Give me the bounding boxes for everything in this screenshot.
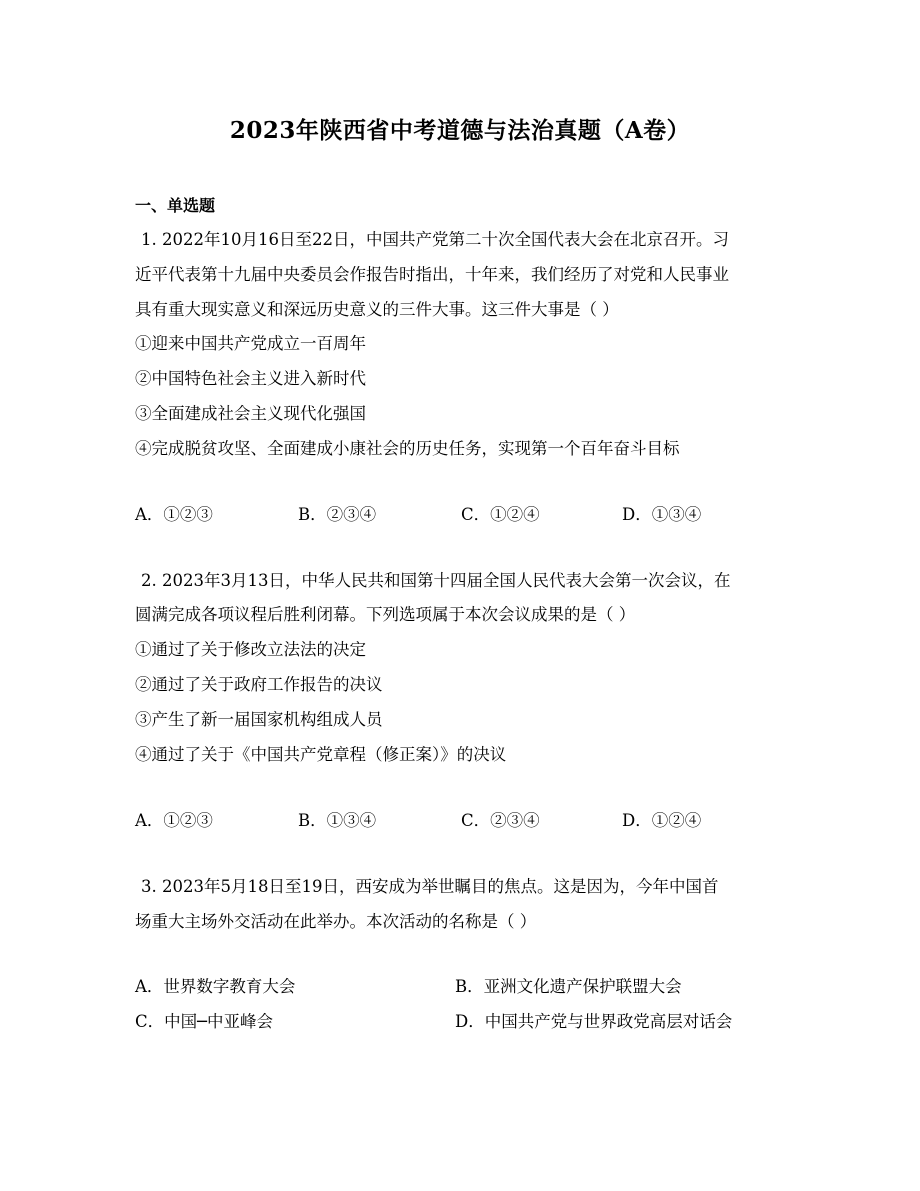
question-3-option-b: B．亚洲文化遗产保护联盟大会 [455,977,682,996]
question-3-stem-line-2: 场重大主场外交活动在此举办。本次活动的名称是（ ） [135,912,537,931]
page-title: 2023年陕西省中考道德与法治真题（A卷） [229,117,691,144]
question-1-stem-line-3: 具有重大现实意义和深远历史意义的三件大事。这三件大事是（ ） [135,300,619,319]
question-1-option-b: B．②③④ [298,505,377,524]
question-2-item-3: ③产生了新一届国家机构组成人员 [135,710,383,729]
question-2-option-b: B．①③④ [298,811,377,830]
question-3-option-d: D．中国共产党与世界政党高层对话会 [455,1012,733,1031]
question-2-option-d: D．①②④ [622,811,702,830]
question-1-item-4: ④完成脱贫攻坚、全面建成小康社会的历史任务，实现第一个百年奋斗目标 [135,439,680,458]
question-2-item-1: ①通过了关于修改立法法的决定 [135,640,366,659]
question-1-item-2: ②中国特色社会主义进入新时代 [135,369,366,388]
question-1-stem-line-2: 近平代表第十九届中央委员会作报告时指出，十年来，我们经历了对党和人民事业 [135,265,729,284]
question-2-stem-line-2: 圆满完成各项议程后胜利闭幕。下列选项属于本次会议成果的是（ ） [135,605,636,624]
question-1-option-a: A．①②③ [135,505,213,524]
question-1-stem-line-1: 1. 2022年10月16日至22日，中国共产党第二十次全国代表大会在北京召开。习 [141,230,729,249]
question-2-option-a: A．①②③ [135,811,213,830]
section-heading: 一、单选题 [135,196,216,215]
question-1-item-1: ①迎来中国共产党成立一百周年 [135,334,366,353]
question-1-option-c: C．①②④ [461,505,540,524]
question-1-item-3: ③全面建成社会主义现代化强国 [135,404,366,423]
question-1-option-d: D．①③④ [622,505,702,524]
question-2-item-4: ④通过了关于《中国共产党章程（修正案）》的决议 [135,745,507,764]
question-2-option-c: C．②③④ [461,811,540,830]
question-2-item-2: ②通过了关于政府工作报告的决议 [135,675,383,694]
question-3-stem-line-1: 3. 2023年5月18日至19日，西安成为举世瞩目的焦点。这是因为，今年中国首 [141,877,719,896]
question-2-stem-line-1: 2. 2023年3月13日，中华人民共和国第十四届全国人民代表大会第一次会议，在 [141,571,731,590]
question-3-option-a: A．世界数字教育大会 [135,977,296,996]
question-3-option-c: C．中国─中亚峰会 [135,1012,274,1031]
